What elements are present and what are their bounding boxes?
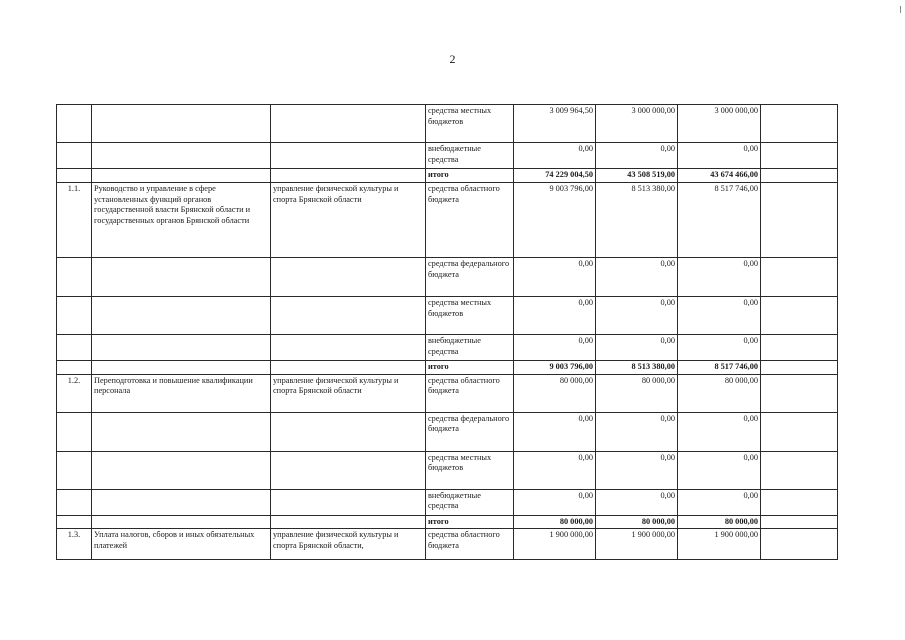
result-cell	[761, 143, 838, 169]
funding-source-cell: средства областного бюджета	[426, 529, 514, 560]
year1-amount-cell: 9 003 796,00	[514, 360, 596, 374]
table-row	[57, 257, 838, 296]
year2-amount-cell: 0,00	[596, 143, 678, 169]
item-code-cell	[57, 360, 92, 374]
item-code-cell: 1.2.	[57, 374, 92, 412]
funding-source-cell: итого	[426, 169, 514, 183]
item-code-cell	[57, 412, 92, 451]
funding-source-cell: средства федерального бюджета	[426, 257, 514, 296]
result-cell	[761, 105, 838, 143]
total-row	[57, 360, 838, 374]
year3-amount-cell: 80 000,00	[678, 515, 761, 529]
year2-amount-cell: 0,00	[596, 334, 678, 360]
year2-amount-cell: 0,00	[596, 451, 678, 489]
funding-source-cell: средства местных бюджетов	[426, 296, 514, 334]
scan-edge-mark	[900, 6, 901, 13]
table-row	[57, 412, 838, 451]
year3-amount-cell: 1 900 000,00	[678, 529, 761, 560]
item-code-cell: 1.1.	[57, 182, 92, 257]
year2-amount-cell: 0,00	[596, 412, 678, 451]
budget-table	[56, 104, 838, 560]
item-name-cell	[92, 360, 271, 374]
year1-amount-cell: 0,00	[514, 334, 596, 360]
item-code-cell	[57, 489, 92, 515]
executor-cell	[271, 451, 426, 489]
funding-source-cell: итого	[426, 360, 514, 374]
item-name-cell: Руководство и управление в сфере установленных функций органов государственной власти Брянской области и государственных органов Брянской области	[92, 182, 271, 257]
item-code-cell	[57, 143, 92, 169]
funding-source-cell: средства местных бюджетов	[426, 105, 514, 143]
executor-cell: управление физической культуры и спорта Брянской области	[271, 182, 426, 257]
total-row	[57, 515, 838, 529]
page-number: 2	[449, 52, 456, 66]
year3-amount-cell: 0,00	[678, 489, 761, 515]
executor-cell: управление физической культуры и спорта Брянской области,	[271, 529, 426, 560]
year3-amount-cell: 8 517 746,00	[678, 182, 761, 257]
item-code-cell	[57, 105, 92, 143]
table-row	[57, 143, 838, 169]
year2-amount-cell: 43 508 519,00	[596, 169, 678, 183]
funding-source-cell: внебюджетные средства	[426, 334, 514, 360]
result-cell	[761, 334, 838, 360]
year2-amount-cell: 80 000,00	[596, 374, 678, 412]
item-code-cell	[57, 515, 92, 529]
executor-cell	[271, 489, 426, 515]
result-cell	[761, 451, 838, 489]
item-name-cell	[92, 296, 271, 334]
year3-amount-cell: 8 517 746,00	[678, 360, 761, 374]
item-code-cell	[57, 451, 92, 489]
funding-source-cell: средства областного бюджета	[426, 182, 514, 257]
funding-source-cell: средства федерального бюджета	[426, 412, 514, 451]
year1-amount-cell: 3 009 964,50	[514, 105, 596, 143]
year1-amount-cell: 1 900 000,00	[514, 529, 596, 560]
funding-source-cell: итого	[426, 515, 514, 529]
table-row	[57, 451, 838, 489]
table-row	[57, 489, 838, 515]
table-row	[57, 105, 838, 143]
executor-cell	[271, 257, 426, 296]
executor-cell	[271, 296, 426, 334]
year1-amount-cell: 0,00	[514, 296, 596, 334]
year3-amount-cell: 0,00	[678, 451, 761, 489]
table-row	[57, 334, 838, 360]
item-name-cell: Переподготовка и повышение квалификации персонала	[92, 374, 271, 412]
table-row	[57, 296, 838, 334]
year1-amount-cell: 80 000,00	[514, 374, 596, 412]
item-name-cell	[92, 412, 271, 451]
year3-amount-cell: 0,00	[678, 296, 761, 334]
result-cell	[761, 257, 838, 296]
result-cell	[761, 360, 838, 374]
item-name-cell	[92, 105, 271, 143]
year3-amount-cell: 0,00	[678, 412, 761, 451]
table-row	[57, 182, 838, 257]
year1-amount-cell: 74 229 004,50	[514, 169, 596, 183]
item-code-cell: 1.3.	[57, 529, 92, 560]
executor-cell	[271, 105, 426, 143]
result-cell	[761, 374, 838, 412]
year1-amount-cell: 0,00	[514, 451, 596, 489]
item-code-cell	[57, 334, 92, 360]
item-name-cell	[92, 169, 271, 183]
executor-cell	[271, 169, 426, 183]
year3-amount-cell: 0,00	[678, 334, 761, 360]
item-name-cell	[92, 451, 271, 489]
result-cell	[761, 169, 838, 183]
result-cell	[761, 412, 838, 451]
result-cell	[761, 529, 838, 560]
funding-source-cell: средства областного бюджета	[426, 374, 514, 412]
item-code-cell	[57, 257, 92, 296]
result-cell	[761, 182, 838, 257]
item-code-cell	[57, 296, 92, 334]
item-name-cell	[92, 515, 271, 529]
year3-amount-cell: 3 000 000,00	[678, 105, 761, 143]
year1-amount-cell: 80 000,00	[514, 515, 596, 529]
executor-cell	[271, 360, 426, 374]
item-name-cell	[92, 257, 271, 296]
year2-amount-cell: 8 513 380,00	[596, 182, 678, 257]
year1-amount-cell: 0,00	[514, 143, 596, 169]
total-row	[57, 169, 838, 183]
year1-amount-cell: 0,00	[514, 257, 596, 296]
funding-source-cell: внебюджетные средства	[426, 489, 514, 515]
item-code-cell	[57, 169, 92, 183]
executor-cell	[271, 334, 426, 360]
result-cell	[761, 515, 838, 529]
year2-amount-cell: 0,00	[596, 489, 678, 515]
year2-amount-cell: 80 000,00	[596, 515, 678, 529]
item-name-cell	[92, 143, 271, 169]
year3-amount-cell: 43 674 466,00	[678, 169, 761, 183]
year1-amount-cell: 0,00	[514, 489, 596, 515]
result-cell	[761, 296, 838, 334]
funding-source-cell: средства местных бюджетов	[426, 451, 514, 489]
year1-amount-cell: 0,00	[514, 412, 596, 451]
item-name-cell	[92, 489, 271, 515]
year3-amount-cell: 0,00	[678, 257, 761, 296]
year2-amount-cell: 8 513 380,00	[596, 360, 678, 374]
year2-amount-cell: 0,00	[596, 257, 678, 296]
result-cell	[761, 489, 838, 515]
executor-cell	[271, 143, 426, 169]
item-name-cell	[92, 334, 271, 360]
year2-amount-cell: 0,00	[596, 296, 678, 334]
item-name-cell: Уплата налогов, сборов и иных обязательных платежей	[92, 529, 271, 560]
year3-amount-cell: 80 000,00	[678, 374, 761, 412]
executor-cell	[271, 412, 426, 451]
table-row	[57, 374, 838, 412]
executor-cell: управление физической культуры и спорта Брянской области	[271, 374, 426, 412]
year1-amount-cell: 9 003 796,00	[514, 182, 596, 257]
table-row	[57, 529, 838, 560]
funding-source-cell: внебюджетные средства	[426, 143, 514, 169]
year3-amount-cell: 0,00	[678, 143, 761, 169]
year2-amount-cell: 3 000 000,00	[596, 105, 678, 143]
year2-amount-cell: 1 900 000,00	[596, 529, 678, 560]
executor-cell	[271, 515, 426, 529]
